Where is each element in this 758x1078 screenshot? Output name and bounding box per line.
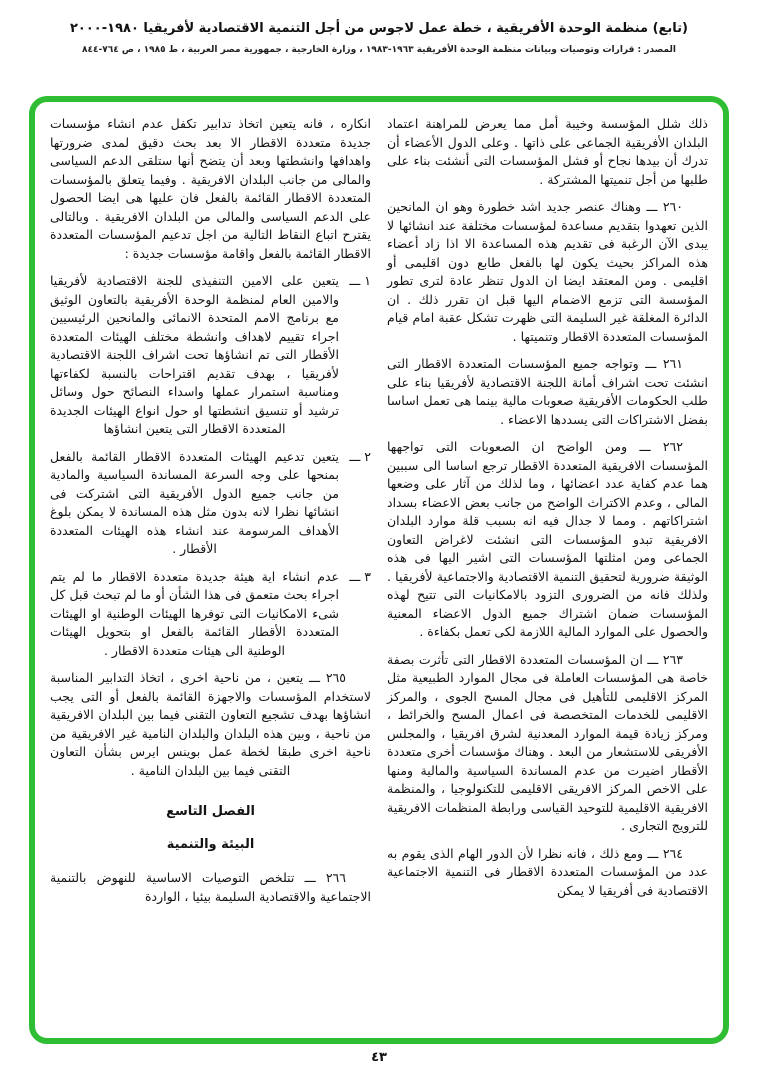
list-item	[50, 568, 371, 661]
paragraph: ذلك شلل المؤسسة وخيبة أمل مما يعرض للمراهنة اعتماد البلدان الأفريقية الجماعى على ذاتها . وعلى الدول الأعضاء أن تدرك أن بيدها نجاح أو فشل المؤسسات التى أنشئت بناء على طلبها من أجل تنميتها المشتركة .	[387, 116, 708, 187]
document-source: المصدر : قرارات وتوصيات وبيانات منظمة الوحدة الأفريقية ١٩٦٣-١٩٨٣ ، وزارة الخارجية ، جمهورية مصر العربية ، ط ١٩٨٥ ، ص ٧٦٤-٨٤٤	[81, 45, 677, 56]
list-marker: ١ ـــ	[349, 273, 371, 288]
list-item-text: يتعين على الامين التنفيذى للجنة الاقتصادية لأفريقيا والامين العام لمنظمة الوحدة الأفريقية بالتعاون الوثيق مع برنامج الامم المتحدة الانمائى والمانحين الرئيسيين اجراء تقييم لاهداف وانشطة مختلف الهيئات المتعددة الأقطار التى تم انشاؤها تحت اشراف اللجنة الاقتصادية لأفريقيا ، بهدف تقديم اقتراحات بالنسبة لكفاءتها ومناسبة استمرار عملها واسداء النصائح حول وسائل ترشيد أو تنسيق انشطتها او حول انواع الهيئات الجديدة المتعددة الاقطار التى يتعين انشاؤها	[50, 273, 339, 436]
document-title: (تابع) منظمة الوحدة الأفريقية ، خطة عمل لاجوس من أجل التنمية الاقتصادية لأفريقيا ١٩٨٠-٢٠٠٠	[70, 21, 688, 36]
page-number: ٤٣	[371, 1050, 387, 1065]
section-heading: البيئة والتنمية	[166, 837, 255, 853]
paragraph-continuation: انكاره ، فانه يتعين اتخاذ تدابير تكفل عدم انشاء مؤسسات جديدة متعددة الاقطار الا بعد بحث دقيق لمدى ضرورتها واهدافها وانشطتها وبعد أن يتضح أنها ستلقى الدعم السياسى والمالى من جانب البلدان الافريقية . وفيما يتعلق بالمؤسسات المتعددة الاقطار القائمة بالفعل فان عليها هى ايضا الحصول على الدعم السياسى والمالى من البلدان الافريقية . وبالتالى يقترح اتباع النقاط التالية من اجل تدعيم المؤسسات المتعددة الاقطار القائمة بالفعل واقامة مؤسسات جديدة :	[50, 116, 371, 261]
paragraph-263: ٢٦٣ ـــ ان المؤسسات المتعددة الاقطار التى تأثرت بصفة خاصة هى المؤسسات العاملة فى مجال الموارد الطبيعية مثل المركز الاقليمى للتأهيل فى مجال المسح الجوى ، والمركز الاقليمى للخدمات المتخصصة فى اعمال المسح والخرائط ، ومركز زيادة قيمة الموارد المعدنية لشرق افريقيا ، والمجلس الأفريقى للاستشعار من البعد . وهناك مؤسسات أخرى متعددة الأقطار اضيرت من عدم المساندة السياسية والمالية ومنها على الاخص المركز الافريقى الاقليمى للتكنولوجيا ، والمنظمة الافريقية الاقليمية للتوحيد القياسى ورابطة المنظمات الافريقية للترويج التجارى .	[387, 651, 708, 833]
list-item	[50, 272, 371, 439]
page-header	[20, 20, 738, 57]
paragraph-261: ٢٦١ ـــ وتواجه جميع المؤسسات المتعددة الاقطار التى انشئت تحت اشراف أمانة اللجنة الاقتصادية لأفريقيا بناء على طلب الحكومات الأفريقية صعوبات مالية بينما هى تعمل اساسا بفضل الاشتراكات التى يسددها الاعضاء .	[387, 356, 708, 427]
paragraph-265: ٢٦٥ ـــ يتعين ، من ناحية اخرى ، اتخاذ التدابير المناسبة لاستخدام المؤسسات والاجهزة القائمة بالفعل أو التى يجب انشاؤها بهدف تشجيع التعاون التقنى فيما بين البلدان الافريقية من ناحية ، وبين هذه البلدان والبلدان النامية غير الافريقية من ناحية اخرى طبقا لخطة عمل بوينس ايرس بشأن التعاون التقنى فيما بين البلدان النامية .	[50, 670, 371, 778]
chapter-heading: الفصل التاسع	[166, 804, 255, 819]
list-item	[50, 448, 371, 559]
column-right	[387, 115, 708, 1030]
paragraph-262: ٢٦٢ ـــ ومن الواضح ان الصعوبات التى تواجهها المؤسسات الافريقية المتعددة الاقطار ترجع اساسا الى سببين هما عدم كفاية عدد اعضائها ، وما لذلك من آثار على وضعها المالى ، وعدم الاكتراث الواضح من جانب بعض الاعضاء بسداد اشتراكاتهم . ومما لا جدال فيه انه بسبب قلة موارد البلدان الافريقية تبدو المؤسسات التى انشئت لاغراض التعاون الجماعى ومن امثلتها المؤسسات التى اشير اليها فى هذه الوثيقة ضرورية لتحقيق التنمية الاقتصادية والاجتماعية لأفريقيا . ولذلك فانه من الضرورى التزود بالامكانيات التى تتيح لهذه المؤسسات ضمان اشتراك جميع الدول الاعضاء المعنية والحصول على الموارد المالية اللازمة لكى تعمل بكفاءة .	[387, 439, 708, 639]
paragraph-264: ٢٦٤ ـــ ومع ذلك ، فانه نظرا لأن الدور الهام الذى يقوم به عدد من المؤسسات المتعددة الاقطار فى التنمية الاجتماعية الاقتصادية فى أفريقيا لا يمكن	[387, 845, 708, 898]
list-item-text: عدم انشاء اية هيئة جديدة متعددة الاقطار ما لم يتم اجراء بحث متعمق فى هذا الشأن أو ما لم تبحث قبل كل شىء الامكانيات التى توفرها الهيئات الوطنية او الهيئات المتعددة الأقطار القائمة بالفعل او بتحويل الهيئات الوطنية الى هيئات متعددة الاقطار .	[50, 568, 339, 658]
list-marker: ٢ ـــ	[349, 448, 371, 464]
list-marker: ٣ ـــ	[349, 568, 371, 584]
text-columns	[50, 115, 708, 1030]
paragraph-260: ٢٦٠ ـــ وهناك عنصر جديد اشد خطورة وهو ان المانحين الذين تعهدوا بتقديم مساعدة لمؤسسات مختلفة عند انشائها لا يبدى الآن الرغبة فى تقديم هذه المساعدة الا اذا زاد أعضاء هذه المراكز بحيث يكون لها بالفعل طابع دون اقليمى أو اقليمى . ومن المعتقد ايضا ان الدول تنظر عادة لترى تطور المؤسسة التى تزمع الاضمام اليها قبل ان تقرر ذلك . ان الدائرة المغلقة غير السليمة التى ظهرت تشكل عقبة امام قيام المؤسسات المتعددة الاقطار وتنميتها .	[387, 199, 708, 344]
column-left	[50, 115, 371, 1030]
list-item-text: يتعين تدعيم الهيئات المتعددة الاقطار القائمة بالفعل بمنحها على وجه السرعة المساندة السياسية والمادية من جانب جميع الدول الأفريقية التى اشتركت فى انشائها نظرا لانه بدون مثل هذه المساندة لا يمكن بلوغ الأهداف المرسومة عند انشاء هذه الهيئات المتعددة الأقطار .	[50, 448, 339, 556]
page-frame	[29, 96, 729, 1044]
paragraph-266: ٢٦٦ ـــ تتلخص التوصيات الاساسية للنهوض بالتنمية الاجتماعية والاقتصادية السليمة بيئيا ، الواردة	[50, 870, 371, 904]
